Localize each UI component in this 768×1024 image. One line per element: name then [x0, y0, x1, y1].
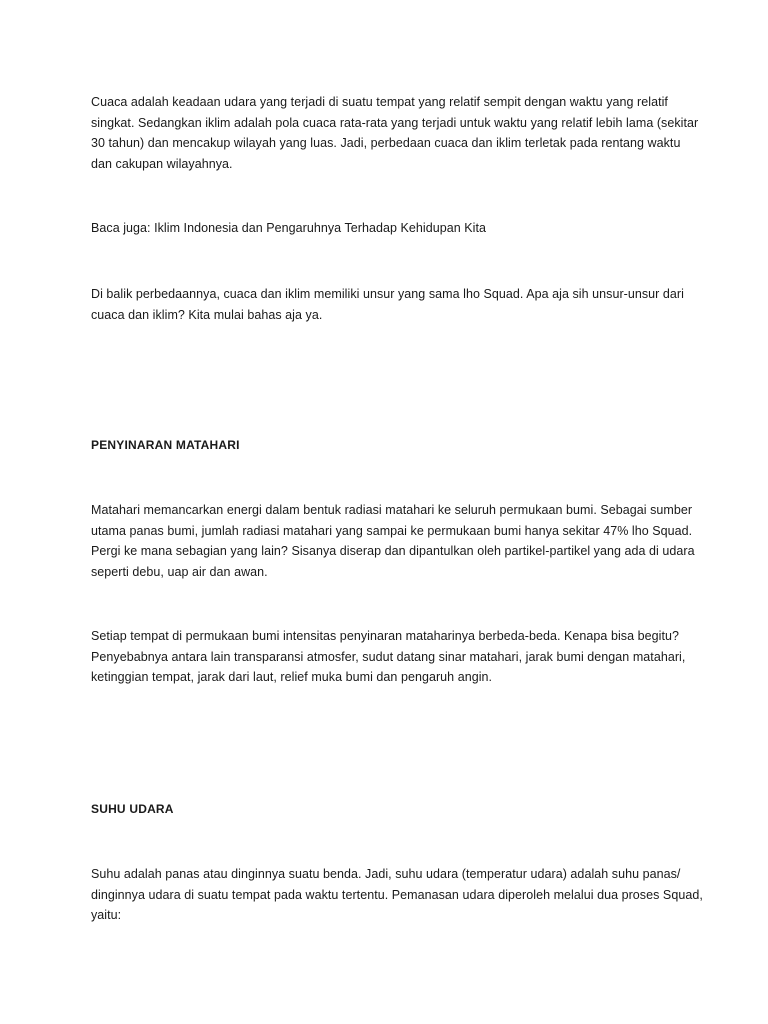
- heading-penyinaran-matahari: PENYINARAN MATAHARI: [91, 438, 240, 452]
- paragraph-radiation-intensity: Setiap tempat di permukaan bumi intensitas penyinaran mataharinya berbeda-beda. Kenapa bisa begitu? Penyebabnya antara lain transparansi atmosfer, sudut datang sinar matahari, jarak bumi dengan matahari, ketinggian tempat, jarak dari laut, relief muka bumi dan pengaruh angin.: [91, 629, 686, 684]
- paragraph-solar-radiation: Matahari memancarkan energi dalam bentuk radiasi matahari ke seluruh permukaan bumi. Sebagai sumber utama panas bumi, jumlah radiasi matahari yang sampai ke permukaan bumi hanya sekitar 47% lho Squad. Pergi ke mana sebagian yang lain? Sisanya diserap dan dipantulkan oleh partikel-partikel yang ada di udara seperti debu, uap air dan awan.: [91, 503, 695, 579]
- paragraph-weather-climate-definition: Cuaca adalah keadaan udara yang terjadi di suatu tempat yang relatif sempit dengan waktu yang relatif singkat. Sedangkan iklim adalah pola cuaca rata-rata yang terjadi untuk waktu yang relatif lebih lama (sekitar 30 tahun) dan mencakup wilayah yang luas. Jadi, perbedaan cuaca dan iklim terletak pada rentang waktu dan cakupan wilayahnya.: [91, 95, 699, 171]
- paragraph-elements-intro: Di balik perbedaannya, cuaca dan iklim memiliki unsur yang sama lho Squad. Apa aja sih unsur-unsur dari cuaca dan iklim? Kita mulai bahas aja ya.: [91, 287, 684, 322]
- heading-suhu-udara: SUHU UDARA: [91, 802, 174, 816]
- paragraph-read-also: Baca juga: Iklim Indonesia dan Pengaruhnya Terhadap Kehidupan Kita: [91, 221, 487, 235]
- paragraph-air-temperature: Suhu adalah panas atau dinginnya suatu benda. Jadi, suhu udara (temperatur udara) adalah suhu panas/ dinginnya udara di suatu tempat pada waktu tertentu. Pemanasan udara diperoleh melalui dua proses Squad, yaitu:: [91, 867, 703, 922]
